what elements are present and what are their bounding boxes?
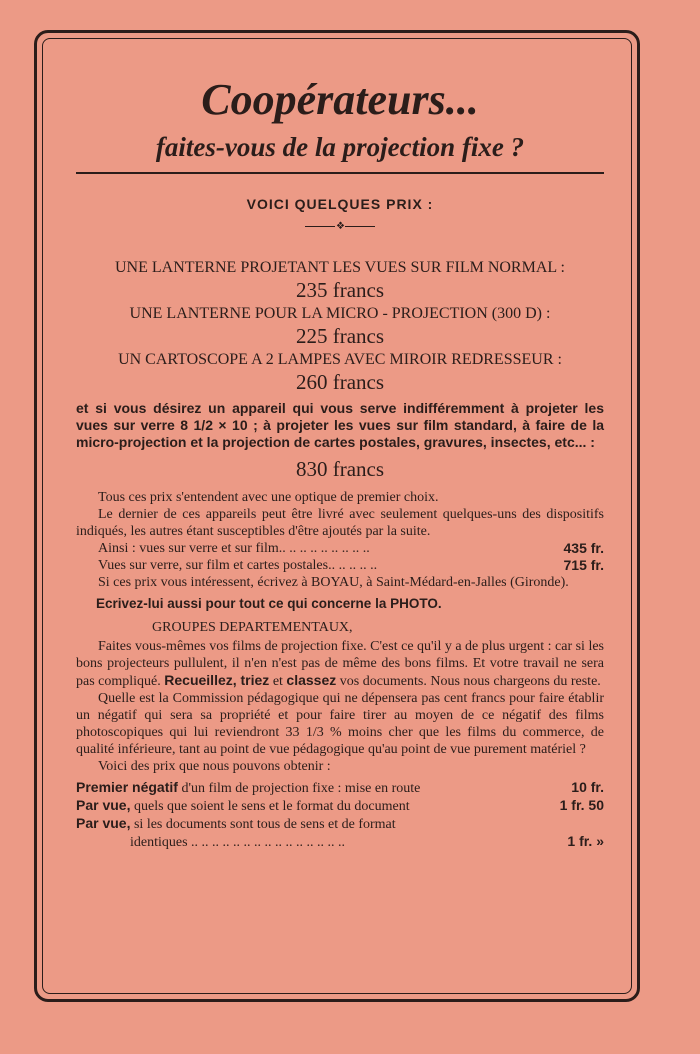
prices-heading: VOICI QUELQUES PRIX : [246, 196, 434, 212]
offer-price: 225 francs [295, 324, 385, 348]
option-label: Vues sur verre, sur film et cartes postales.. .. .. .. .. [98, 558, 378, 573]
film-price-row: Par vue, quels que soient le sens et le format du document 1 fr. 50 [76, 797, 604, 814]
page-title: Coopérateurs... [201, 75, 479, 124]
option-row [76, 557, 604, 574]
offer-label: UN CARTOSCOPE A 2 LAMPES AVEC MIROIR REDRESSEUR : [118, 351, 562, 368]
ornament-divider [305, 220, 375, 232]
option-label: Ainsi : vues sur verre et sur film.. .. .. .. .. .. .. .. .. [98, 541, 370, 556]
commission-paragraph: Quelle est la Commission pédagogique qui ne dépensera pas cent francs pour faire établir un négatif qui sera sa propriété et pour faire tirer au moyen de ce négatif des films photoscopiques qui lui reviendront 33 1/3 % moins cher que les films du commerce, de qualité inférieure, tant au point de vue pédagogique qu'au point de vue purement matériel ? [76, 691, 604, 757]
diamond-icon: ❖ [336, 221, 345, 232]
option-price: 715 fr. [563, 557, 604, 573]
combined-device-text: et si vous désirez un appareil qui vous serve indifféremment à projeter les vues sur verre 8 1/2 × 10 ; à projeter les vues sur film standard, à faire de la micro-projection et la projection de cartes postales, gravures, insectes, etc... : [76, 400, 604, 450]
film-price-row: Par vue, si les documents sont tous de sens et de format [76, 815, 396, 832]
page-content [76, 74, 604, 851]
groups-paragraph: Faites vous-mêmes vos films de projection fixe. C'est ce qu'il y a de plus urgent : car si les bons projecteurs pullulent, il n'en n'est pas de même des bons films. Et votre travail ne sera pas compliqué. Recueillez, triez et classez vos documents. Nous nous chargeons du reste. [76, 639, 604, 689]
optics-note: Tous ces prix s'entendent avec une optique de premier choix. [98, 490, 439, 505]
photo-note: Ecrivez-lui aussi pour tout ce qui concerne la PHOTO. [96, 596, 442, 611]
groups-heading: GROUPES DEPARTEMENTAUX, [152, 620, 353, 635]
offer-label: UNE LANTERNE POUR LA MICRO - PROJECTION (300 D) : [129, 305, 551, 322]
page-subtitle: faites-vous de la projection fixe ? [155, 132, 525, 162]
film-price-row: Premier négatif d'un film de projection fixe : mise en route 10 fr. [76, 779, 604, 796]
contact-note: Si ces prix vous intéressent, écrivez à BOYAU, à Saint-Médard-en-Jalles (Gironde). [98, 575, 569, 590]
option-row [76, 540, 604, 557]
title-rule [76, 172, 604, 174]
offer-price: 260 francs [295, 370, 385, 394]
offer-price: 235 francs [295, 278, 385, 302]
option-price: 435 fr. [563, 540, 604, 556]
offer-label: UNE LANTERNE PROJETANT LES VUES SUR FILM NORMAL : [115, 259, 565, 276]
combined-device-price: 830 francs [295, 457, 385, 481]
prices-intro: Voici des prix que nous pouvons obtenir : [98, 759, 331, 774]
film-price-row: identiques .. .. .. .. .. .. .. .. .. .. .. .. .. .. .. 1 fr. » [130, 833, 604, 850]
last-device-note: Le dernier de ces appareils peut être livré avec seulement quelques-uns des dispositifs indiqués, les autres étant susceptibles d'être ajoutés par la suite. [76, 507, 604, 539]
